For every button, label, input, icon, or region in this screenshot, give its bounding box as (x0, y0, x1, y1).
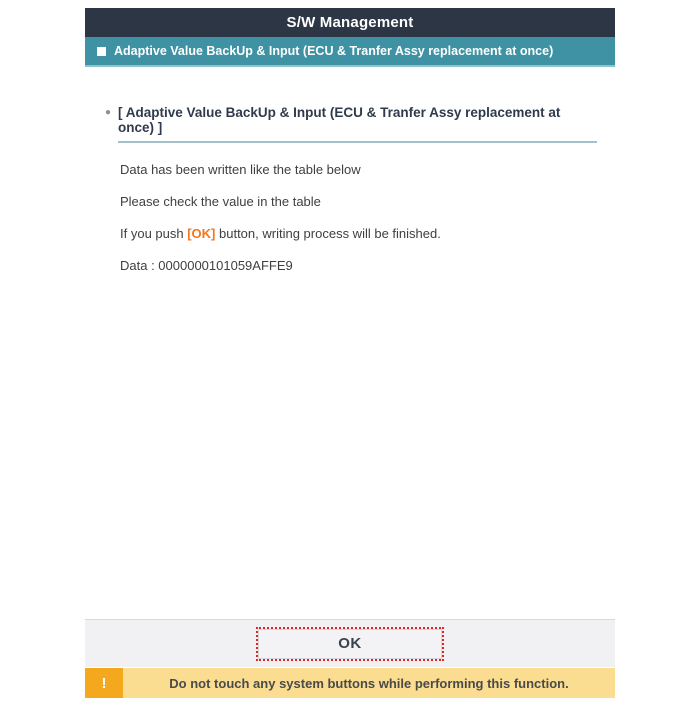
instruction-paragraphs (120, 163, 597, 272)
ok-button[interactable]: OK (256, 627, 444, 661)
ok-sentence-before: If you push (120, 226, 188, 241)
button-bar (85, 619, 615, 667)
ok-sentence-highlight: [OK] (187, 226, 216, 241)
instruction-line-1: Data has been written like the table below (120, 162, 361, 177)
function-subheader (85, 37, 615, 67)
section-bullet-icon: ● (105, 107, 112, 118)
data-value: 0000000101059AFFE9 (158, 258, 293, 273)
instruction-line-2: Please check the value in the table (120, 194, 321, 209)
section-heading-label: [ Adaptive Value BackUp & Input (ECU & Tranfer Assy replacement at once) ] (118, 105, 597, 143)
main-content (85, 67, 615, 619)
function-subheader-label: Adaptive Value BackUp & Input (ECU & Tranfer Assy replacement at once) (114, 44, 554, 58)
data-label: Data : (120, 258, 159, 273)
data-value-line (120, 259, 597, 272)
page-title (85, 8, 615, 37)
page-title-label: S/W Management (286, 14, 414, 31)
instruction-line-3 (120, 227, 597, 240)
sw-management-window (85, 8, 615, 698)
square-bullet-icon (97, 47, 106, 56)
ok-sentence-after: button, writing process will be finished. (215, 226, 441, 241)
warning-message: Do not touch any system buttons while performing this function. (169, 675, 569, 691)
warning-banner (85, 668, 615, 698)
section-heading (105, 105, 597, 143)
warning-exclamation-icon: ! (85, 668, 123, 698)
